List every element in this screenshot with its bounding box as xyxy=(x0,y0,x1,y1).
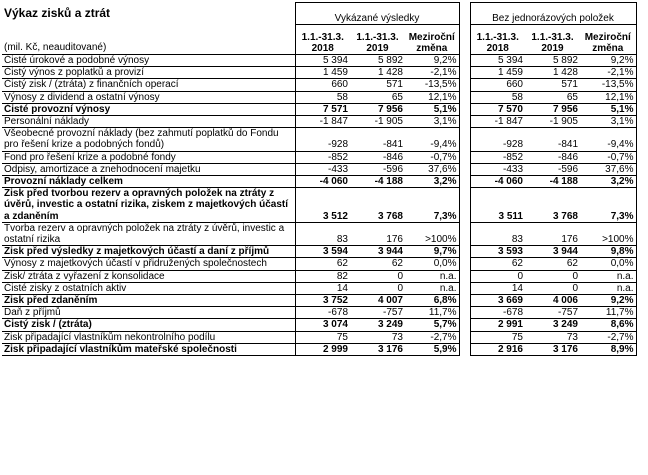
value-change-adj: 9,8% xyxy=(580,246,636,258)
row-label: Fond pro řešení krize a podobné fondy xyxy=(2,151,295,163)
column-gap xyxy=(459,282,470,294)
income-statement-table xyxy=(2,2,637,356)
value-2018: 1 459 xyxy=(295,67,350,79)
column-gap xyxy=(459,55,470,67)
col-header-2019: 1.1.-31.3. 2019 xyxy=(350,25,405,55)
row-label: Daň z příjmů xyxy=(2,307,295,319)
table-row xyxy=(2,222,636,245)
row-label: Zisk připadající vlastníkům nekontrolního podílu xyxy=(2,331,295,343)
value-2019: 4 007 xyxy=(350,295,405,307)
value-2019: 62 xyxy=(350,258,405,270)
value-change: 0,0% xyxy=(405,258,459,270)
value-2019: -846 xyxy=(350,151,405,163)
table-row xyxy=(2,67,636,79)
row-label: Odpisy, amortizace a znehodnocení majetku xyxy=(2,163,295,175)
column-gap xyxy=(459,319,470,331)
value-2019-adj: 1 428 xyxy=(525,67,580,79)
value-2019-adj: 5 892 xyxy=(525,55,580,67)
value-2019-adj: 3 249 xyxy=(525,319,580,331)
value-2019-adj: 62 xyxy=(525,258,580,270)
row-label: Provozní náklady celkem xyxy=(2,176,295,188)
table-row xyxy=(2,151,636,163)
value-change-adj: 8,9% xyxy=(580,343,636,355)
value-change: n.a. xyxy=(405,282,459,294)
value-2018-adj: 7 570 xyxy=(470,103,525,115)
value-2018-adj: -1 847 xyxy=(470,116,525,128)
row-label: Čisté zisky z ostatních aktiv xyxy=(2,282,295,294)
value-change: >100% xyxy=(405,222,459,245)
value-change: 3,1% xyxy=(405,116,459,128)
value-2019-adj: -4 188 xyxy=(525,176,580,188)
column-gap xyxy=(459,258,470,270)
value-change-adj: 0,0% xyxy=(580,258,636,270)
value-change: -9,4% xyxy=(405,128,459,151)
column-gap xyxy=(459,151,470,163)
value-2018-adj: 2 916 xyxy=(470,343,525,355)
value-2018-adj: -678 xyxy=(470,307,525,319)
value-2019: -757 xyxy=(350,307,405,319)
value-change-adj: 11,7% xyxy=(580,307,636,319)
value-2018-adj: 3 669 xyxy=(470,295,525,307)
value-change-adj: -2,1% xyxy=(580,67,636,79)
row-label: Čistý výnos z poplatků a provizí xyxy=(2,67,295,79)
row-label: Zisk před zdaněním xyxy=(2,295,295,307)
column-gap xyxy=(459,116,470,128)
column-gap xyxy=(459,176,470,188)
value-2018-adj: 0 xyxy=(470,270,525,282)
value-2018: 660 xyxy=(295,79,350,91)
value-2018-adj: 14 xyxy=(470,282,525,294)
value-change-adj: -9,4% xyxy=(580,128,636,151)
value-change: 5,7% xyxy=(405,319,459,331)
table-row xyxy=(2,128,636,151)
value-change: -0,7% xyxy=(405,151,459,163)
table-row xyxy=(2,343,636,355)
value-2018-adj: 3 511 xyxy=(470,188,525,223)
value-change: 3,2% xyxy=(405,176,459,188)
value-change-adj: 8,6% xyxy=(580,319,636,331)
value-2019: 176 xyxy=(350,222,405,245)
value-2019-adj: -596 xyxy=(525,163,580,175)
row-label: Tvorba rezerv a opravných položek na ztráty z úvěrů, investic a ostatní rizika xyxy=(2,222,295,245)
value-2019-adj: 0 xyxy=(525,270,580,282)
column-gap xyxy=(459,79,470,91)
value-2019-adj: 571 xyxy=(525,79,580,91)
col-header-2018: 1.1.-31.3. 2018 xyxy=(295,25,350,55)
column-gap xyxy=(459,128,470,151)
value-2018: 3 594 xyxy=(295,246,350,258)
value-2018-adj: 660 xyxy=(470,79,525,91)
row-label: Čisté provozní výnosy xyxy=(2,103,295,115)
value-change: 7,3% xyxy=(405,188,459,223)
value-2019-adj: 3 768 xyxy=(525,188,580,223)
value-2018: 75 xyxy=(295,331,350,343)
value-change: 9,7% xyxy=(405,246,459,258)
value-2019: -596 xyxy=(350,163,405,175)
value-2018: -928 xyxy=(295,128,350,151)
value-change-adj: 12,1% xyxy=(580,91,636,103)
row-label: Čistý zisk / (ztráta) xyxy=(2,319,295,331)
value-2018-adj: 62 xyxy=(470,258,525,270)
value-2019-adj: 73 xyxy=(525,331,580,343)
table-row xyxy=(2,307,636,319)
group-header-adjusted: Bez jednorázových položek xyxy=(470,3,636,25)
value-2018-adj: -433 xyxy=(470,163,525,175)
value-2019-adj: 65 xyxy=(525,91,580,103)
column-gap xyxy=(459,91,470,103)
value-change-adj: 7,3% xyxy=(580,188,636,223)
value-2019-adj: -846 xyxy=(525,151,580,163)
table-row xyxy=(2,116,636,128)
value-2018-adj: -852 xyxy=(470,151,525,163)
col-header-2019-adj: 1.1.-31.3. 2019 xyxy=(525,25,580,55)
value-2019: 3 176 xyxy=(350,343,405,355)
column-gap xyxy=(459,222,470,245)
value-2018: -4 060 xyxy=(295,176,350,188)
table-row xyxy=(2,103,636,115)
table-row xyxy=(2,163,636,175)
value-2019-adj: -1 905 xyxy=(525,116,580,128)
value-change-adj: 37,6% xyxy=(580,163,636,175)
value-change: n.a. xyxy=(405,270,459,282)
column-gap xyxy=(459,67,470,79)
value-2019: 0 xyxy=(350,282,405,294)
value-change-adj: 5,1% xyxy=(580,103,636,115)
value-2018: -852 xyxy=(295,151,350,163)
value-2019-adj: 4 006 xyxy=(525,295,580,307)
value-change-adj: -2,7% xyxy=(580,331,636,343)
table-row xyxy=(2,79,636,91)
value-change: 5,9% xyxy=(405,343,459,355)
unit-note: (mil. Kč, neauditované) xyxy=(4,41,107,53)
value-2019: 3 249 xyxy=(350,319,405,331)
row-label: Všeobecné provozní náklady (bez zahmutí poplatků do Fondu pro řešení krize a podobných fondů) xyxy=(2,128,295,151)
row-label: Zisk připadající vlastníkům mateřské společnosti xyxy=(2,343,295,355)
value-2019: 5 892 xyxy=(350,55,405,67)
value-change: 37,6% xyxy=(405,163,459,175)
value-2019: -841 xyxy=(350,128,405,151)
value-change-adj: 9,2% xyxy=(580,295,636,307)
value-2018: 58 xyxy=(295,91,350,103)
value-change-adj: -13,5% xyxy=(580,79,636,91)
value-2018-adj: 58 xyxy=(470,91,525,103)
value-2018: 14 xyxy=(295,282,350,294)
value-change-adj: 3,1% xyxy=(580,116,636,128)
income-statement xyxy=(2,2,637,356)
table-row xyxy=(2,319,636,331)
value-2018: 5 394 xyxy=(295,55,350,67)
row-label: Zisk před výsledky z majetkových účastí a daní z příjmů xyxy=(2,246,295,258)
value-change-adj: -0,7% xyxy=(580,151,636,163)
row-label: Výnosy z majetkových účastí v přidružených společnostech xyxy=(2,258,295,270)
value-change: -2,1% xyxy=(405,67,459,79)
row-label: Personální náklady xyxy=(2,116,295,128)
value-2019: -4 188 xyxy=(350,176,405,188)
value-change-adj: 9,2% xyxy=(580,55,636,67)
value-change: 9,2% xyxy=(405,55,459,67)
column-gap xyxy=(459,295,470,307)
value-2018-adj: -4 060 xyxy=(470,176,525,188)
value-2019: 3 944 xyxy=(350,246,405,258)
column-gap xyxy=(459,188,470,223)
table-row xyxy=(2,282,636,294)
value-change: -2,7% xyxy=(405,331,459,343)
value-2019: 571 xyxy=(350,79,405,91)
col-header-2018-adj: 1.1.-31.3. 2018 xyxy=(470,25,525,55)
value-2019-adj: 176 xyxy=(525,222,580,245)
value-2018: -433 xyxy=(295,163,350,175)
table-row xyxy=(2,91,636,103)
value-2019: -1 905 xyxy=(350,116,405,128)
value-2018: 3 752 xyxy=(295,295,350,307)
value-2019: 1 428 xyxy=(350,67,405,79)
value-2019: 73 xyxy=(350,331,405,343)
value-2018-adj: 2 991 xyxy=(470,319,525,331)
row-label: Čistý zisk / (ztráta) z finančních operací xyxy=(2,79,295,91)
table-row xyxy=(2,246,636,258)
column-gap xyxy=(459,246,470,258)
value-change: 11,7% xyxy=(405,307,459,319)
value-2018-adj: 83 xyxy=(470,222,525,245)
value-change: -13,5% xyxy=(405,79,459,91)
value-2019: 65 xyxy=(350,91,405,103)
value-change: 6,8% xyxy=(405,295,459,307)
table-row xyxy=(2,331,636,343)
value-2018: -678 xyxy=(295,307,350,319)
value-2018: 62 xyxy=(295,258,350,270)
value-change-adj: 3,2% xyxy=(580,176,636,188)
value-change: 5,1% xyxy=(405,103,459,115)
row-label: Čisté úrokové a podobné výnosy xyxy=(2,55,295,67)
value-2018: 82 xyxy=(295,270,350,282)
statement-title: Výkaz zisků a ztrát xyxy=(4,5,111,20)
value-change: 12,1% xyxy=(405,91,459,103)
column-gap xyxy=(459,343,470,355)
col-header-change-adj: Meziroční změna xyxy=(580,25,636,55)
value-2018: 83 xyxy=(295,222,350,245)
value-2018-adj: 5 394 xyxy=(470,55,525,67)
table-row xyxy=(2,176,636,188)
row-label: Zisk před tvorbou rezerv a opravných položek na ztráty z úvěrů, investic a ostatní rizika, ziskem z majetkových účastí a zdaněním xyxy=(2,188,295,223)
value-2019: 3 768 xyxy=(350,188,405,223)
value-2018-adj: -928 xyxy=(470,128,525,151)
column-gap xyxy=(459,331,470,343)
row-label: Zisk/ ztráta z vyřazení z konsolidace xyxy=(2,270,295,282)
value-change-adj: >100% xyxy=(580,222,636,245)
column-gap xyxy=(459,163,470,175)
column-gap xyxy=(459,270,470,282)
value-2018: 3 074 xyxy=(295,319,350,331)
row-label: Výnosy z dividend a ostatní výnosy xyxy=(2,91,295,103)
value-2019-adj: -841 xyxy=(525,128,580,151)
value-change-adj: n.a. xyxy=(580,270,636,282)
value-change-adj: n.a. xyxy=(580,282,636,294)
group-header-reported: Vykázané výsledky xyxy=(295,3,459,25)
value-2018: -1 847 xyxy=(295,116,350,128)
value-2019-adj: 7 956 xyxy=(525,103,580,115)
table-row xyxy=(2,55,636,67)
table-row xyxy=(2,270,636,282)
value-2018: 7 571 xyxy=(295,103,350,115)
table-row xyxy=(2,295,636,307)
value-2019: 0 xyxy=(350,270,405,282)
col-header-change: Meziroční změna xyxy=(405,25,459,55)
column-gap xyxy=(459,307,470,319)
value-2018-adj: 1 459 xyxy=(470,67,525,79)
value-2018-adj: 3 593 xyxy=(470,246,525,258)
table-row xyxy=(2,188,636,223)
value-2019-adj: 3 176 xyxy=(525,343,580,355)
value-2019-adj: -757 xyxy=(525,307,580,319)
value-2019: 7 956 xyxy=(350,103,405,115)
table-row xyxy=(2,258,636,270)
value-2019-adj: 3 944 xyxy=(525,246,580,258)
value-2018: 3 512 xyxy=(295,188,350,223)
value-2018: 2 999 xyxy=(295,343,350,355)
value-2019-adj: 0 xyxy=(525,282,580,294)
column-gap xyxy=(459,103,470,115)
value-2018-adj: 75 xyxy=(470,331,525,343)
